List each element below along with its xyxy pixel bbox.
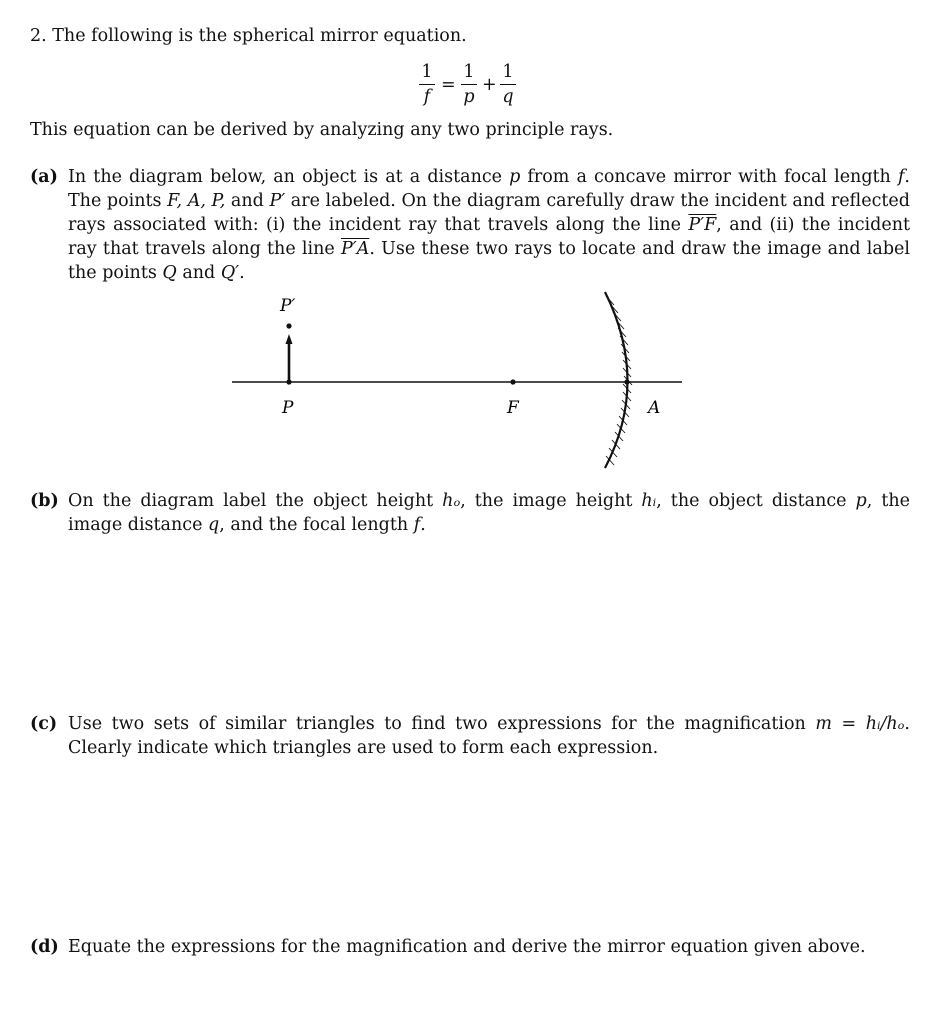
label-pprime: P′ xyxy=(280,296,296,316)
equation-term-q-den: q xyxy=(502,87,514,107)
concave-mirror xyxy=(605,292,628,468)
part-a-text: In the diagram below, an object is at a distance p from a concave mirror with focal length f. The points F, A, P, and P′ are labeled. On the diagram carefully draw the incident and reflected rays associated with: (i) the incident ray that travels along the line P′F, and (ii) the incident ray that travels along the line P′A. Use these two rays to locate and draw the image and label the points Q and Q′. xyxy=(68,167,911,283)
problem-intro: 2. The following is the spherical mirror equation. xyxy=(30,26,467,46)
equation-term-p-num: 1 xyxy=(463,62,475,82)
point-f xyxy=(510,379,515,384)
equation-term-q-num: 1 xyxy=(502,62,514,82)
part-c xyxy=(30,712,910,760)
part-c-text: Use two sets of similar triangles to find two expressions for the magnification m = hᵢ/hₒ. Clearly indicate which triangles are used to form each expression. xyxy=(68,714,910,758)
part-d xyxy=(30,935,910,959)
equation-lhs-num: 1 xyxy=(421,62,433,82)
equation-equals: = xyxy=(441,75,456,95)
line-pprime-a: P′A xyxy=(340,239,370,259)
equation-lhs-den: f xyxy=(423,87,431,107)
part-b-label: (b) xyxy=(30,491,59,511)
part-a-label: (a) xyxy=(30,167,58,187)
part-d-text: Equate the expressions for the magnification and derive the mirror equation given above. xyxy=(68,937,866,957)
part-c-label: (c) xyxy=(30,714,58,734)
object-arrowhead xyxy=(286,334,293,344)
equation-plus: + xyxy=(482,75,497,95)
equation-note: This equation can be derived by analyzing any two principle rays. xyxy=(30,120,614,140)
point-a xyxy=(624,379,629,384)
part-b-text: On the diagram label the object height hₒ, the image height hᵢ, the object distance p, the image distance q, and the focal length f. xyxy=(68,491,910,535)
label-f: F xyxy=(507,398,519,418)
point-pprime xyxy=(286,323,291,328)
part-b xyxy=(30,489,910,537)
line-pprime-f: P′F xyxy=(688,215,717,235)
part-d-label: (d) xyxy=(30,937,59,957)
equation-term-p-den: p xyxy=(463,87,475,107)
label-a: A xyxy=(648,398,661,418)
point-p xyxy=(286,379,291,384)
label-p: P xyxy=(282,398,294,418)
